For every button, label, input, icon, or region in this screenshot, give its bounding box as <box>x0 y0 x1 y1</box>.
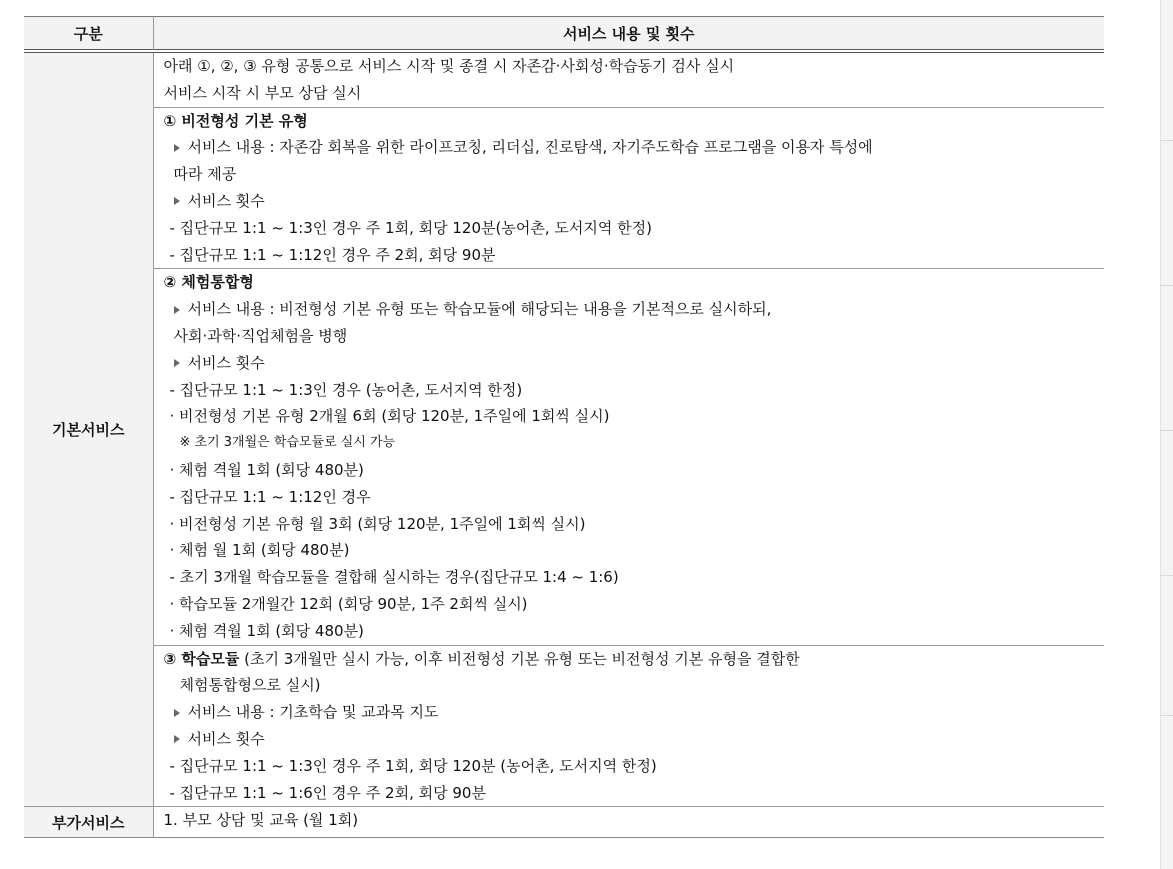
header-category: 구분 <box>24 17 153 50</box>
category-extra: 부가서비스 <box>24 807 153 838</box>
note-line: ※ 초기 3개월은 학습모듈로 실시 가능 <box>179 435 396 451</box>
list-item: · 비전형성 기본 유형 월 3회 (회당 120분, 1주일에 1회씩 실시) <box>169 514 586 533</box>
type3-title-note: (초기 3개월만 실시 가능, 이후 비전형성 기본 유형 또는 비전형성 기본 유형을 결합한 <box>239 649 800 668</box>
list-item: · 비전형성 기본 유형 2개월 6회 (회당 120분, 1주일에 1회씩 실시) <box>169 407 610 426</box>
type1-title: ① 비전형성 기본 유형 <box>163 111 308 130</box>
service-table <box>24 16 1104 838</box>
table-header-row <box>24 17 1104 50</box>
list-item: 서비스 내용 : 기초학습 및 교과목 지도 <box>164 699 1105 726</box>
type3-title: ③ 학습모듈 <box>163 649 240 668</box>
list-item: · 체험 격월 1회 (회당 480분) <box>169 460 364 479</box>
list-item: 서비스 횟수 <box>164 350 1105 377</box>
list-item: 사회·과학·직업체험을 병행 <box>173 326 348 345</box>
list-item: 서비스 횟수 <box>164 726 1105 753</box>
strip-divider <box>1160 430 1173 431</box>
table-row <box>24 807 1104 838</box>
bullet-triangle-icon <box>174 197 180 205</box>
header-content: 서비스 내용 및 횟수 <box>153 17 1104 50</box>
list-item: 서비스 내용 : 비전형성 기본 유형 또는 학습모듈에 해당되는 내용을 기본적으로 실시하되, <box>164 296 1105 323</box>
strip-divider <box>1160 140 1173 141</box>
bullet-triangle-icon <box>174 306 180 314</box>
extra-block <box>153 807 1104 838</box>
bullet-triangle-icon <box>174 735 180 743</box>
list-item: - 집단규모 1:1 ~ 1:6인 경우 주 2회, 회당 90분 <box>169 783 486 802</box>
list-item: 따라 제공 <box>173 165 237 184</box>
table-row <box>24 53 1104 108</box>
type3-block <box>153 645 1104 807</box>
strip-divider <box>1160 575 1173 576</box>
common-line: 서비스 시작 시 부모 상담 실시 <box>163 83 362 102</box>
list-item: 서비스 횟수 <box>164 188 1105 215</box>
category-basic: 기본서비스 <box>24 53 153 807</box>
list-item: · 체험 월 1회 (회당 480분) <box>169 541 350 560</box>
list-item: - 집단규모 1:1 ~ 1:3인 경우 주 1회, 회당 120분 (농어촌, 도서지역 한정) <box>169 756 657 775</box>
list-item: 서비스 내용 : 자존감 회복을 위한 라이프코칭, 리더십, 진로탐색, 자기주도학습 프로그램을 이용자 특성에 <box>164 134 1105 161</box>
common-line: 아래 ①, ②, ③ 유형 공통으로 서비스 시작 및 종결 시 자존감·사회성·학습동기 검사 실시 <box>163 57 735 75</box>
bullet-triangle-icon <box>174 144 180 152</box>
table-row <box>24 269 1104 645</box>
list-item: · 체험 격월 1회 (회당 480분) <box>169 621 364 640</box>
list-item: - 집단규모 1:1 ~ 1:12인 경우 주 2회, 회당 90분 <box>169 245 496 264</box>
list-item: - 집단규모 1:1 ~ 1:12인 경우 <box>169 487 371 506</box>
table-row <box>24 107 1104 269</box>
list-item: - 초기 3개월 학습모듈을 결합해 실시하는 경우(집단규모 1:4 ~ 1:6) <box>169 568 619 587</box>
type2-title: ② 체험통합형 <box>163 273 254 292</box>
strip-divider <box>1160 715 1173 716</box>
list-item: 체험통합형으로 실시) <box>179 676 321 695</box>
scrollbar-track[interactable] <box>1160 0 1173 869</box>
list-item: · 학습모듈 2개월간 12회 (회당 90분, 1주 2회씩 실시) <box>169 594 528 613</box>
table-row <box>24 645 1104 807</box>
list-item: - 집단규모 1:1 ~ 1:3인 경우 주 1회, 회당 120분(농어촌, 도서지역 한정) <box>169 218 652 237</box>
common-block <box>153 53 1104 108</box>
type3-title-line <box>164 646 1105 673</box>
bullet-triangle-icon <box>174 709 180 717</box>
type1-block <box>153 107 1104 269</box>
extra-line: 1. 부모 상담 및 교육 (월 1회) <box>163 811 359 830</box>
type2-block <box>153 269 1104 645</box>
list-item: - 집단규모 1:1 ~ 1:3인 경우 (농어촌, 도서지역 한정) <box>169 380 523 399</box>
strip-divider <box>1160 285 1173 286</box>
bullet-triangle-icon <box>174 359 180 367</box>
